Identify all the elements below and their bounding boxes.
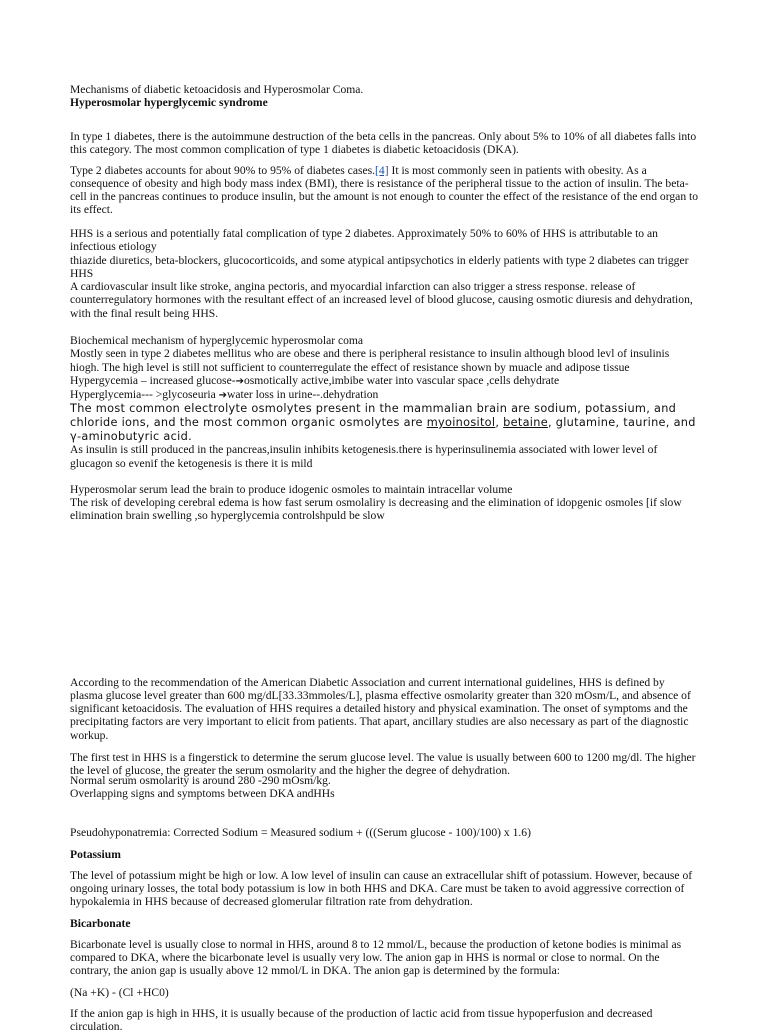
paragraph-first-test: The first test in HHS is a fingerstick to determine the serum glucose level. The value is usually between 600 to 1200 mg/dl. The higher the level of glucose, the greater the serum osmolarity and the higher the degree of dehydration. — [70, 750, 696, 777]
biochem-resistance-line: Mostly seen in type 2 diabetes mellitus who are obese and there is peripheral resistance to insulin although blood levl of insulinis hiogh. The high level is still not sufficient to counterregulate the effect of resistance shown by muacle and adipose tissue — [70, 347, 670, 374]
paragraph-type1: In type 1 diabetes, there is the autoimmune destruction of the beta cells in the pancreas. Only about 5% to 10% of all diabetes falls into this category. The most common complication of type 1 diabetes is diabetic ketoacidosis (DKA). — [70, 129, 697, 156]
cerebral-edema-line: The risk of developing cerebral edema is how fast serum osmolaliry is decreasing and the elimination of idopgenic osmoles [if slow elimination brain swelling ,so hyperglycemia controlshpuld be slow — [70, 496, 682, 523]
hhs-causes-block — [70, 227, 700, 320]
line-text: Hyperglycemia--- >glycoseuria — [70, 388, 219, 402]
line-text: osmotically active,imbibe water into vascular space ,cells dehydrate — [243, 373, 560, 387]
hhs-cardio-line: A cardiovascular insult like stroke, angina pectoris, and myocardial infarction can also trigger a stress response. release of counterregulatory hormones with the resultant effect of an increased level of blood glucose, causing osmotic diuresis and dehydration, with the final result being HHS. — [70, 280, 693, 320]
overlap-line: Overlapping signs and symptoms between DKA andHHs — [70, 787, 335, 801]
myoinositol-term: myoinositol — [426, 416, 496, 430]
anion-gap-formula: (Na +K) - (Cl +HC0) — [70, 985, 169, 999]
bicarbonate-heading: Bicarbonate — [70, 916, 131, 930]
pseudohyponatremia-formula: Pseudohyponatremia: Corrected Sodium = Measured sodium + (((Serum glucose - 100)/100) x 1.6) — [70, 825, 531, 839]
biochem-glycosuria-line — [70, 388, 700, 402]
document-title-line: Mechanisms of diabetic ketoacidosis and Hyperosmolar Coma. — [70, 83, 364, 96]
hhs-drugs-line: thiazide diuretics, beta-blockers, glucocorticoids, and some atypical antipsychotics in elderly patients with type 2 diabetes can trigger HHS — [70, 253, 689, 280]
insulin-ketogenesis-line: As insulin is still produced in the pancreas,insulin inhibits ketogenesis.there is hyperinsulinemia associated with lower level of glucagon so evenif the ketogenesis is there it is mild — [70, 443, 658, 470]
osmolytes-paragraph — [70, 402, 700, 443]
hyperosmolar-serum-line: Hyperosmolar serum lead the brain to produce idogenic osmoles to maintain intracellar volume — [70, 482, 513, 496]
osmolarity-block — [70, 774, 700, 801]
section-heading-hhs: Hyperosmolar hyperglycemic syndrome — [70, 96, 268, 110]
separator: , — [495, 416, 504, 430]
normal-osmolarity-line: Normal serum osmolarity is around 280 -290 mOsm/kg. — [70, 774, 331, 787]
potassium-paragraph: The level of potassium might be high or low. A low level of insulin can cause an extracellular shift of potassium. However, because of ongoing urinary losses, the total body potassium is low in both HHS and DKA. Care must be taken to avoid aggressive correction of hypokalemia in HHS because of decreased glomerular filtration rate from dehydration. — [70, 868, 693, 909]
type2-text-end: It is most commonly seen in patients with obesity. As a consequence of obesity and high body mass index (BMI), there is resistance of the peripheral tissue to the action of insulin. The beta-cell in the pancreas continues to produce insulin, but the amount is not enough to counter the effect of the resistance of the end organ to its effect. — [70, 163, 699, 217]
right-arrow-icon: ➔ — [235, 375, 244, 387]
hhs-infection-line: HHS is a serious and potentially fatal complication of type 2 diabetes. Approximately 50% to 60% of HHS is attributable to an infectious etiology — [70, 227, 658, 254]
osmolytes-text: The most common electrolyte osmolytes present in the mammalian brain are sodium, potassium, and chloride ions, and the most common organic osmolytes are — [70, 402, 677, 430]
right-arrow-icon: ➔ — [218, 390, 228, 402]
betaine-term: betaine — [503, 416, 548, 430]
intro-block — [70, 83, 700, 110]
osmolytes-text-end: , glutamine, taurine, and γ-aminobutyric acid — [70, 416, 696, 443]
line-text: Hypergycemia – increased glucose- — [70, 373, 236, 387]
paragraph-ada-definition: According to the recommendation of the American Diabetic Association and current international guidelines, HHS is defined by plasma glucose level greater than 600 mg/dL[33.33mmoles/L], plasma effective osmolarity greater than 320 mOsm/L, and absence of significant ketoacidosis. The evaluation of HHS requires a detailed history and physical examination. The onset of symptoms and the precipitating factors are very important to elicit from patients. That apart, ancillary studies are also necessary as part of the diagnostic workup. — [70, 675, 691, 742]
potassium-heading: Potassium — [70, 847, 121, 861]
reference-link-4[interactable]: [4] — [375, 163, 389, 177]
type2-text-start: Type 2 diabetes accounts for about 90% to 95% of diabetes cases. — [70, 163, 376, 177]
paragraph-type2 — [70, 164, 700, 217]
spacer — [70, 470, 700, 483]
biochem-heading: Biochemical mechanism of hyperglycemic hyperosmolar coma — [70, 334, 364, 347]
line-text: water loss in urine--.dehydration — [227, 388, 379, 402]
bicarbonate-paragraph: Bicarbonate level is usually close to normal in HHS, around 8 to 12 mmol/L, because the production of ketone bodies is minimal as compared to DKA, where the bicarbonate level is usually very low. The anion gap in HHS is normal or close to normal. On the contrary, the anion gap is usually above 12 mmol/L in DKA. The anion gap is determined by the formula: — [70, 937, 682, 978]
biochem-block — [70, 334, 700, 523]
biochem-hyperglycemia-line — [70, 374, 700, 388]
lactic-acid-paragraph: If the anion gap is high in HHS, it is usually because of the production of lactic acid from tissue hypoperfusion and decreased circulation. — [70, 1006, 653, 1033]
period: . — [188, 429, 192, 443]
